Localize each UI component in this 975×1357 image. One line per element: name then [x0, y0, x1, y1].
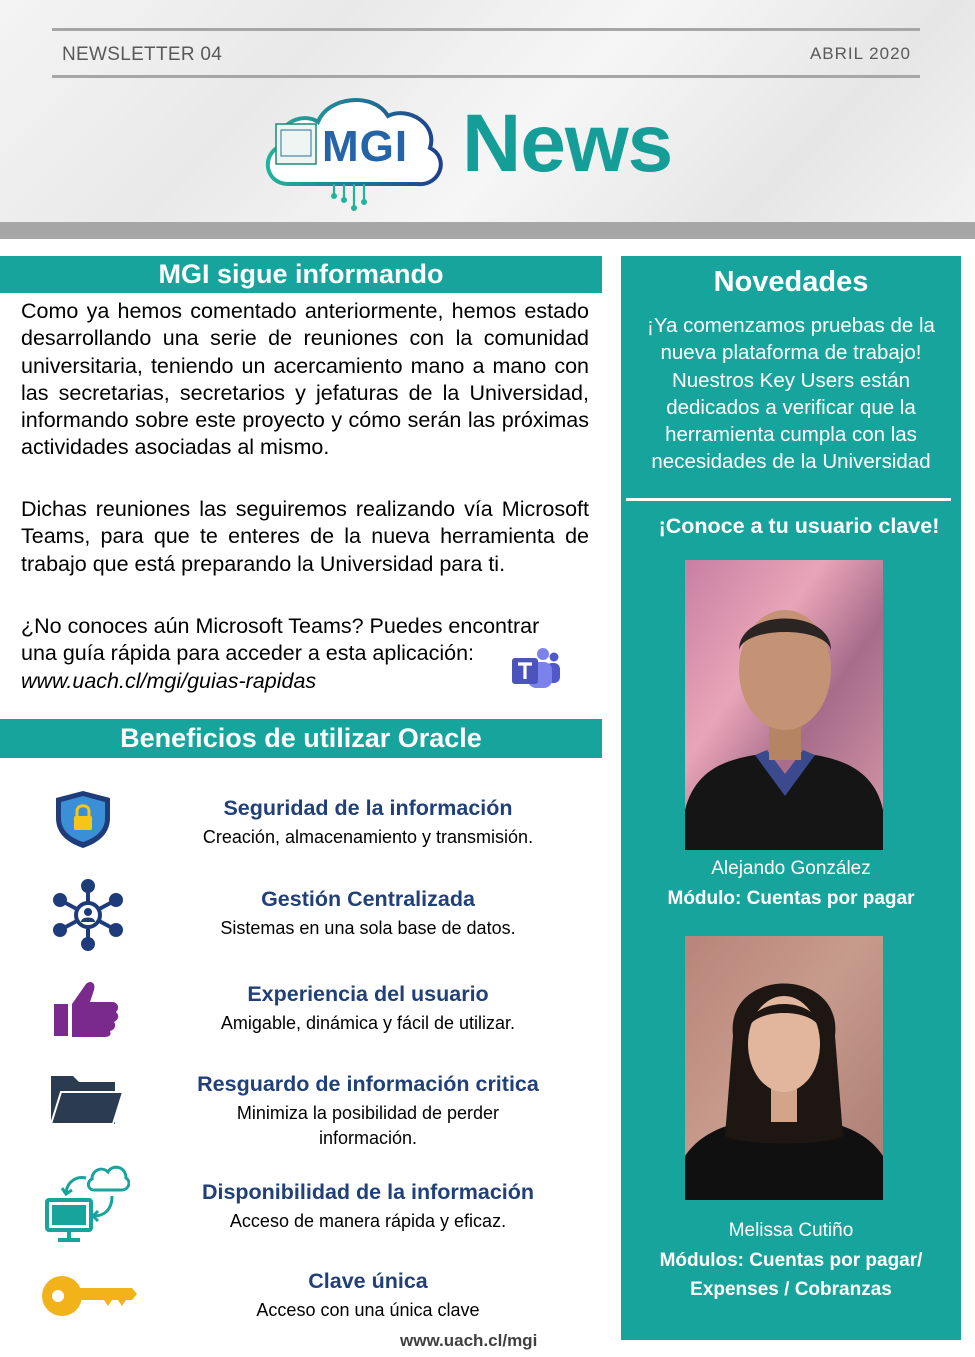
intro-paragraph: Como ya hemos comentado anteriormente, hemos estado desarrollando una serie de reuniones con la comunidad universitaria, teniendo un acercamiento mano a mano con las secretarias, secretarios y jefaturas de la Universidad, informando sobre este proyecto y cómo serán las próximas actividades asociadas al mismo. [21, 299, 589, 460]
benefit-title: Experiencia del usuario [247, 982, 489, 1006]
newsletter-number: NEWSLETTER 04 [62, 44, 223, 65]
novedades-text: ¡Ya comenzamos pruebas de la nueva plataforma de trabajo! Nuestros Key Users están dedicados a verificar que la herramienta cumpla con las necesidades de la Universidad [647, 314, 935, 474]
newsletter-header [0, 0, 975, 222]
benefit-desc: Amigable, dinámica y fácil de utilizar. [220, 1013, 516, 1033]
benefit-desc: Creación, almacenamiento y transmisión. [202, 827, 534, 847]
newsletter-date: ABRIL 2020 [809, 44, 911, 63]
section-title-mgi: MGI sigue informando [0, 256, 602, 293]
shield-lock-icon [52, 788, 114, 850]
newsletter-title: News [462, 98, 673, 189]
header-bottom-rule [52, 75, 920, 78]
user-photo-alejandro [685, 560, 883, 850]
user-module: Módulos: Cuentas por pagar/ [659, 1250, 923, 1271]
user-photo-melissa [685, 936, 883, 1200]
sidebar-divider [626, 498, 951, 501]
key-user-title: ¡Conoce a tu usuario clave! [658, 514, 940, 538]
novedades-panel [621, 256, 961, 1340]
cloud-sync-icon [44, 1160, 130, 1246]
guide-line-2: una guía rápida para acceder a esta aplicación: [21, 641, 475, 666]
teams-paragraph: Dichas reuniones las seguiremos realizando vía Microsoft Teams, para que te enteres de la nueva herramienta de trabajo que está preparando la Universidad para ti. [21, 497, 589, 576]
benefit-title: Gestión Centralizada [261, 887, 475, 911]
benefit-desc: Acceso de manera rápida y eficaz. [229, 1211, 507, 1231]
user-name: Melissa Cutiño [728, 1220, 854, 1241]
user-name: Alejando González [711, 858, 871, 879]
folder-icon [49, 1070, 125, 1126]
footer-url[interactable]: www.uach.cl/mgi [400, 1331, 538, 1350]
guide-link[interactable]: www.uach.cl/mgi/guias-rapidas [21, 668, 317, 693]
network-hub-icon [48, 878, 128, 952]
logo-text: MGI [322, 122, 409, 171]
benefit-desc: Sistemas en una sola base de datos. [220, 918, 516, 938]
benefit-desc: Acceso con una única clave [256, 1300, 480, 1320]
header-top-rule [52, 28, 920, 31]
novedades-title: Novedades [713, 266, 869, 298]
user-module: Expenses / Cobranzas [690, 1279, 892, 1300]
header-divider [0, 222, 975, 239]
benefit-title: Seguridad de la información [223, 796, 513, 820]
guide-line-1: ¿No conoces aún Microsoft Teams? Puedes encontrar [21, 614, 540, 638]
teams-guide-paragraph [21, 613, 581, 695]
user-module: Módulo: Cuentas por pagar [667, 888, 915, 909]
benefit-title: Clave única [308, 1269, 428, 1293]
benefit-title: Resguardo de información critica [197, 1072, 539, 1096]
section-title-benefits: Beneficios de utilizar Oracle [0, 719, 602, 758]
thumbs-up-icon [52, 980, 120, 1038]
benefit-desc: Minimiza la posibilidad de perder información. [236, 1103, 500, 1148]
teams-icon [510, 646, 560, 690]
key-icon [40, 1272, 138, 1320]
benefit-title: Disponibilidad de la información [201, 1180, 535, 1204]
